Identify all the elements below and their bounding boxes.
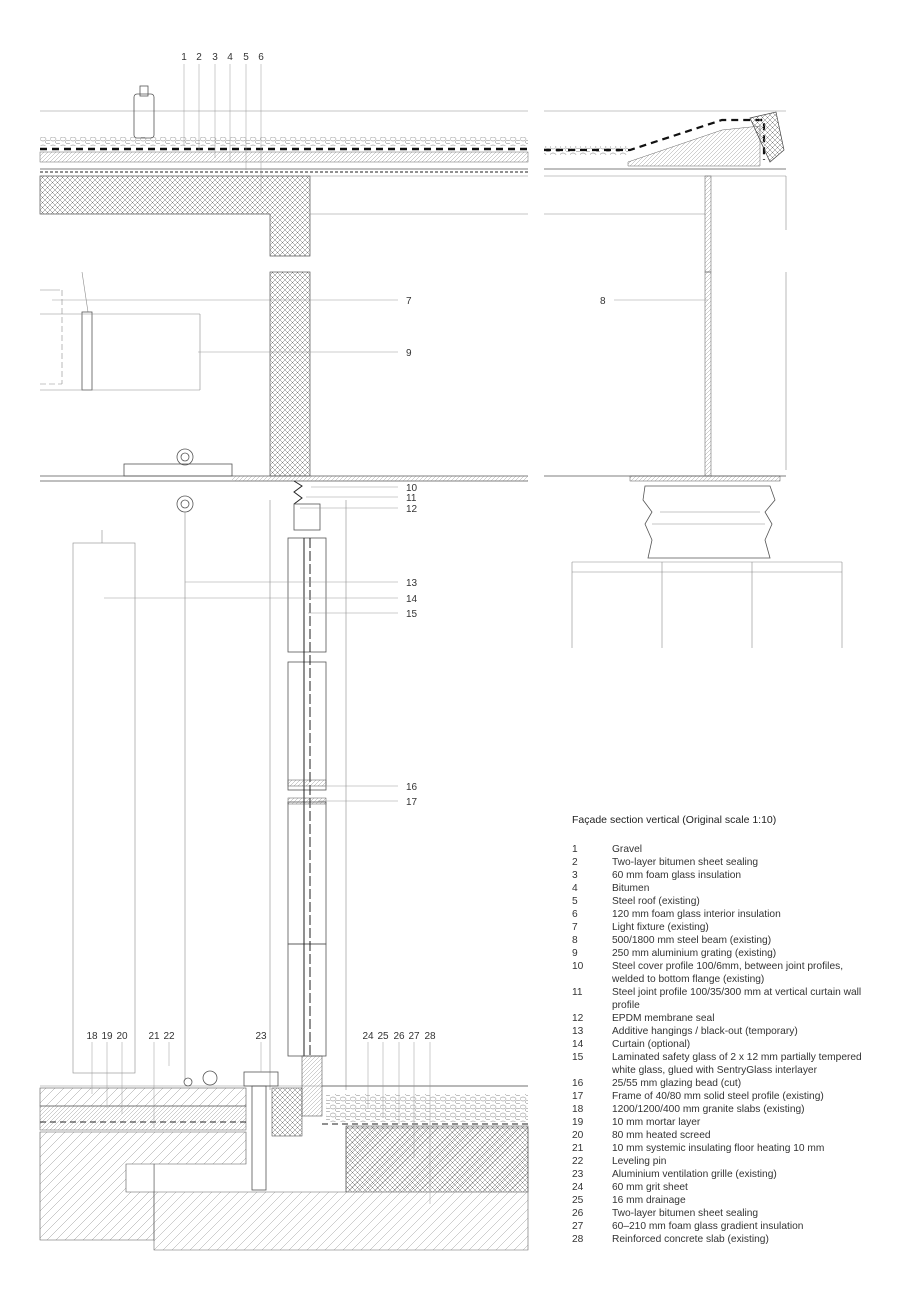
callout-2: 2 xyxy=(196,52,202,63)
legend-item-text: Bitumen xyxy=(612,883,650,894)
legend-item-text: Curtain (optional) xyxy=(612,1039,691,1050)
legend-item xyxy=(572,960,872,986)
legend-item-text: Additive hangings / black-out (temporary) xyxy=(612,1026,798,1037)
legend-item-number: 7 xyxy=(572,922,578,933)
legend-item-text: Laminated safety glass of 2 x 12 mm partially tempered white glass, glued with SentryGlass interlayer xyxy=(612,1052,862,1076)
callout-17: 17 xyxy=(406,797,418,808)
legend-item-text: Steel joint profile 100/35/300 mm at vertical curtain wall profile xyxy=(612,987,862,1011)
floor-section xyxy=(40,1056,528,1250)
legend-item-number: 8 xyxy=(572,935,578,946)
callout-27: 27 xyxy=(408,1031,420,1042)
legend-item-number: 4 xyxy=(572,883,578,894)
callout-20: 20 xyxy=(116,1031,128,1042)
legend-item-text: Leveling pin xyxy=(612,1156,667,1167)
facade-glazing xyxy=(73,481,346,1090)
callout-26: 26 xyxy=(393,1031,405,1042)
legend-item-text: EPDM membrane seal xyxy=(612,1013,715,1024)
legend-item-text: 60 mm grit sheet xyxy=(612,1182,688,1193)
legend-item xyxy=(572,908,872,921)
legend-item-number: 20 xyxy=(572,1130,584,1141)
callout-15: 15 xyxy=(406,609,418,620)
legend-item-text: 120 mm foam glass interior insulation xyxy=(612,909,781,920)
callout-7: 7 xyxy=(406,296,412,307)
legend-item-text: Reinforced concrete slab (existing) xyxy=(612,1234,769,1245)
callout-18: 18 xyxy=(86,1031,98,1042)
callout-8: 8 xyxy=(600,296,606,307)
legend-item-number: 21 xyxy=(572,1143,584,1154)
callout-21: 21 xyxy=(148,1031,160,1042)
legend-item-number: 19 xyxy=(572,1117,584,1128)
legend-item-text: Light fixture (existing) xyxy=(612,922,709,933)
legend-item xyxy=(572,921,872,934)
legend-item-text: 1200/1200/400 mm granite slabs (existing) xyxy=(612,1104,805,1115)
legend-item xyxy=(572,1051,872,1077)
callout-14: 14 xyxy=(406,594,418,605)
legend-item-number: 11 xyxy=(572,987,583,998)
legend-item-number: 12 xyxy=(572,1013,584,1024)
callout-10: 10 xyxy=(406,483,418,494)
legend-item xyxy=(572,843,872,856)
legend-item-number: 26 xyxy=(572,1208,584,1219)
callout-3: 3 xyxy=(212,52,218,63)
legend-item-text: 10 mm systemic insulating floor heating 10 mm xyxy=(612,1143,825,1154)
legend-item xyxy=(572,1129,872,1142)
legend-item xyxy=(572,1207,872,1220)
legend-item-text: 10 mm mortar layer xyxy=(612,1117,701,1128)
callout-13: 13 xyxy=(406,578,418,589)
callout-23: 23 xyxy=(255,1031,267,1042)
legend-item-text: Gravel xyxy=(612,844,643,855)
legend-item-number: 3 xyxy=(572,870,578,881)
legend-item-text: 60 mm foam glass insulation xyxy=(612,870,742,881)
legend-item-number: 15 xyxy=(572,1052,584,1063)
legend-item xyxy=(572,1116,872,1129)
roof-section-left xyxy=(40,86,528,256)
legend-item xyxy=(572,1103,872,1116)
legend-item-text: 60–210 mm foam glass gradient insulation xyxy=(612,1221,804,1232)
legend-item xyxy=(572,882,872,895)
callout-19: 19 xyxy=(101,1031,113,1042)
callout-16: 16 xyxy=(406,782,418,793)
callout-11: 11 xyxy=(406,493,417,504)
legend-item xyxy=(572,1220,872,1233)
legend-item xyxy=(572,934,872,947)
legend-item-number: 23 xyxy=(572,1169,584,1180)
callout-5: 5 xyxy=(243,52,249,63)
legend-item xyxy=(572,1038,872,1051)
callout-24: 24 xyxy=(362,1031,374,1042)
legend-item-number: 2 xyxy=(572,857,578,868)
legend-item xyxy=(572,1025,872,1038)
callout-28: 28 xyxy=(424,1031,436,1042)
legend-item-text: Aluminium ventilation grille (existing) xyxy=(612,1169,777,1180)
legend-item xyxy=(572,856,872,869)
legend-item-number: 17 xyxy=(572,1091,584,1102)
legend-item xyxy=(572,1077,872,1090)
legend-item-number: 24 xyxy=(572,1182,584,1193)
legend-item-number: 28 xyxy=(572,1234,584,1245)
legend-item-number: 9 xyxy=(572,948,578,959)
legend-item-number: 25 xyxy=(572,1195,584,1206)
legend-item-number: 16 xyxy=(572,1078,584,1089)
legend-item xyxy=(572,1012,872,1025)
legend-item-number: 6 xyxy=(572,909,578,920)
callout-22: 22 xyxy=(163,1031,175,1042)
legend-item xyxy=(572,1168,872,1181)
legend-item xyxy=(572,895,872,908)
legend-item xyxy=(572,1142,872,1155)
legend-item xyxy=(572,986,872,1012)
legend-item-text: Two-layer bitumen sheet sealing xyxy=(612,857,759,868)
callout-1: 1 xyxy=(181,52,187,63)
legend-item xyxy=(572,947,872,960)
legend-item-number: 13 xyxy=(572,1026,584,1037)
legend-item xyxy=(572,1090,872,1103)
roof-section-right xyxy=(544,111,842,648)
legend-item-number: 14 xyxy=(572,1039,584,1050)
legend-item xyxy=(572,1181,872,1194)
legend-item-text: Steel cover profile 100/6mm, between joint profiles, welded to bottom flange (existing) xyxy=(612,961,844,985)
legend-item xyxy=(572,869,872,882)
legend xyxy=(572,814,872,1246)
callout-9: 9 xyxy=(406,348,412,359)
legend-item-number: 22 xyxy=(572,1156,584,1167)
callout-4: 4 xyxy=(227,52,233,63)
legend-item-text: 25/55 mm glazing bead (cut) xyxy=(612,1078,742,1089)
callout-12: 12 xyxy=(406,504,418,515)
legend-item-text: Two-layer bitumen sheet sealing xyxy=(612,1208,759,1219)
legend-list xyxy=(572,843,872,1246)
legend-title: Façade section vertical (Original scale 1:10) xyxy=(572,814,777,826)
legend-item-number: 10 xyxy=(572,961,584,972)
legend-item-text: 80 mm heated screed xyxy=(612,1130,711,1141)
legend-item-number: 1 xyxy=(572,844,578,855)
legend-item-text: 500/1800 mm steel beam (existing) xyxy=(612,935,772,946)
legend-item xyxy=(572,1233,872,1246)
ceiling-zone xyxy=(40,272,528,512)
legend-item xyxy=(572,1194,872,1207)
legend-item-number: 5 xyxy=(572,896,578,907)
legend-item-text: Steel roof (existing) xyxy=(612,896,700,907)
legend-item-text: 16 mm drainage xyxy=(612,1195,686,1206)
legend-item-number: 27 xyxy=(572,1221,584,1232)
legend-item-number: 18 xyxy=(572,1104,584,1115)
callout-25: 25 xyxy=(377,1031,389,1042)
callout-6: 6 xyxy=(258,52,264,63)
legend-item xyxy=(572,1155,872,1168)
legend-item-text: Frame of 40/80 mm solid steel profile (existing) xyxy=(612,1091,824,1102)
legend-item-text: 250 mm aluminium grating (existing) xyxy=(612,948,777,959)
